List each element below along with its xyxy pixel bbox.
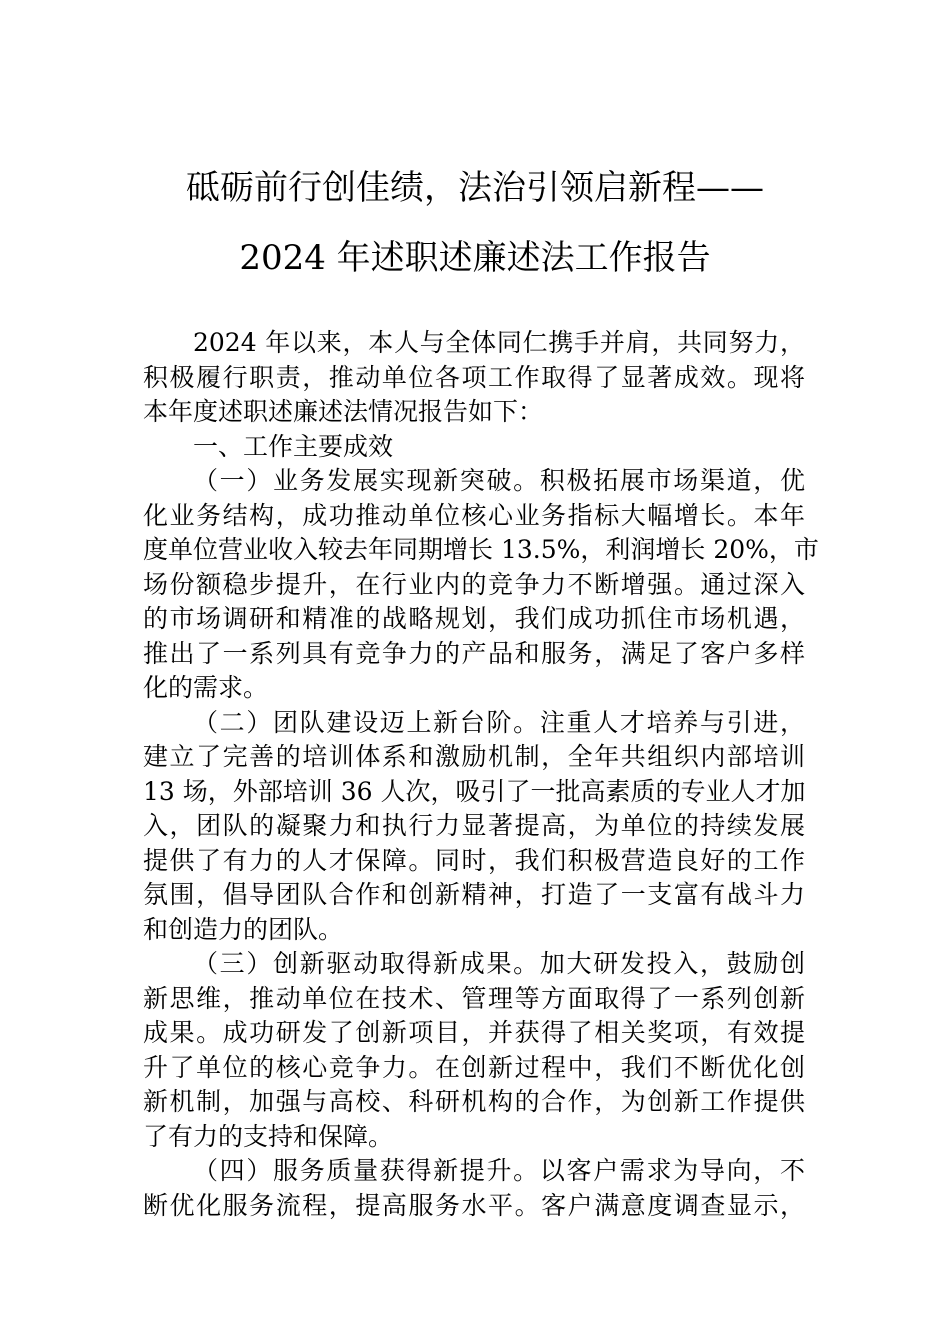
- paragraph-line: 新思维，推动单位在技术、管理等方面取得了一系列创新: [143, 983, 805, 1013]
- paragraph-line: （一）业务发展实现新突破。积极拓展市场渠道，优: [193, 466, 805, 495]
- paragraph-line: 13 场，外部培训 36 人次，吸引了一批高素质的专业人才加: [143, 776, 806, 806]
- paragraph-line: （四）服务质量获得新提升。以客户需求为导向，不: [193, 1156, 805, 1185]
- document-body: [143, 326, 819, 1223]
- paragraph-line: 2024 年以来，本人与全体同仁携手并肩，共同努力，: [193, 328, 805, 357]
- document-title-line-2: 2024 年述职述廉述法工作报告: [239, 238, 711, 278]
- paragraph-line: 度单位营业收入较去年同期增长 13.5%，利润增长 20%，市: [143, 535, 819, 564]
- paragraph-line: 化的需求。: [143, 673, 269, 702]
- paragraph-line: 入，团队的凝聚力和执行力显著提高，为单位的持续发展: [143, 811, 805, 840]
- paragraph-line: 本年度述职述廉述法情况报告如下：: [143, 397, 544, 426]
- section-heading: 一、工作主要成效: [193, 431, 394, 461]
- document-title-line-1: 砥砺前行创佳绩，法治引领启新程——: [186, 168, 764, 208]
- paragraph-line: 提供了有力的人才保障。同时，我们积极营造良好的工作: [143, 845, 805, 875]
- paragraph-line: 建立了完善的培训体系和激励机制，全年共组织内部培训: [143, 742, 805, 771]
- paragraph-line: 推出了一系列具有竞争力的产品和服务，满足了客户多样: [143, 638, 805, 668]
- paragraph-line: 氛围，倡导团队合作和创新精神，打造了一支富有战斗力: [143, 880, 805, 909]
- paragraph-line: 和创造力的团队。: [143, 914, 344, 944]
- paragraph-line: 积极履行职责，推动单位各项工作取得了显著成效。现将: [143, 362, 805, 392]
- paragraph-line: 化业务结构，成功推动单位核心业务指标大幅增长。本年: [143, 500, 805, 530]
- paragraph-line: 场份额稳步提升，在行业内的竞争力不断增强。通过深入: [143, 569, 805, 599]
- paragraph-line: （二）团队建设迈上新台阶。注重人才培养与引进，: [193, 707, 805, 737]
- paragraph-line: （三）创新驱动取得新成果。加大研发投入，鼓励创: [193, 949, 805, 978]
- paragraph-line: 新机制，加强与高校、科研机构的合作，为创新工作提供: [143, 1087, 805, 1116]
- paragraph-line: 断优化服务流程，提高服务水平。客户满意度调查显示，: [143, 1190, 805, 1220]
- paragraph-line: 升了单位的核心竞争力。在创新过程中，我们不断优化创: [143, 1052, 805, 1082]
- paragraph-line: 了有力的支持和保障。: [143, 1121, 394, 1151]
- paragraph-line: 成果。成功研发了创新项目，并获得了相关奖项，有效提: [143, 1018, 805, 1047]
- paragraph-line: 的市场调研和精准的战略规划，我们成功抓住市场机遇，: [143, 604, 805, 633]
